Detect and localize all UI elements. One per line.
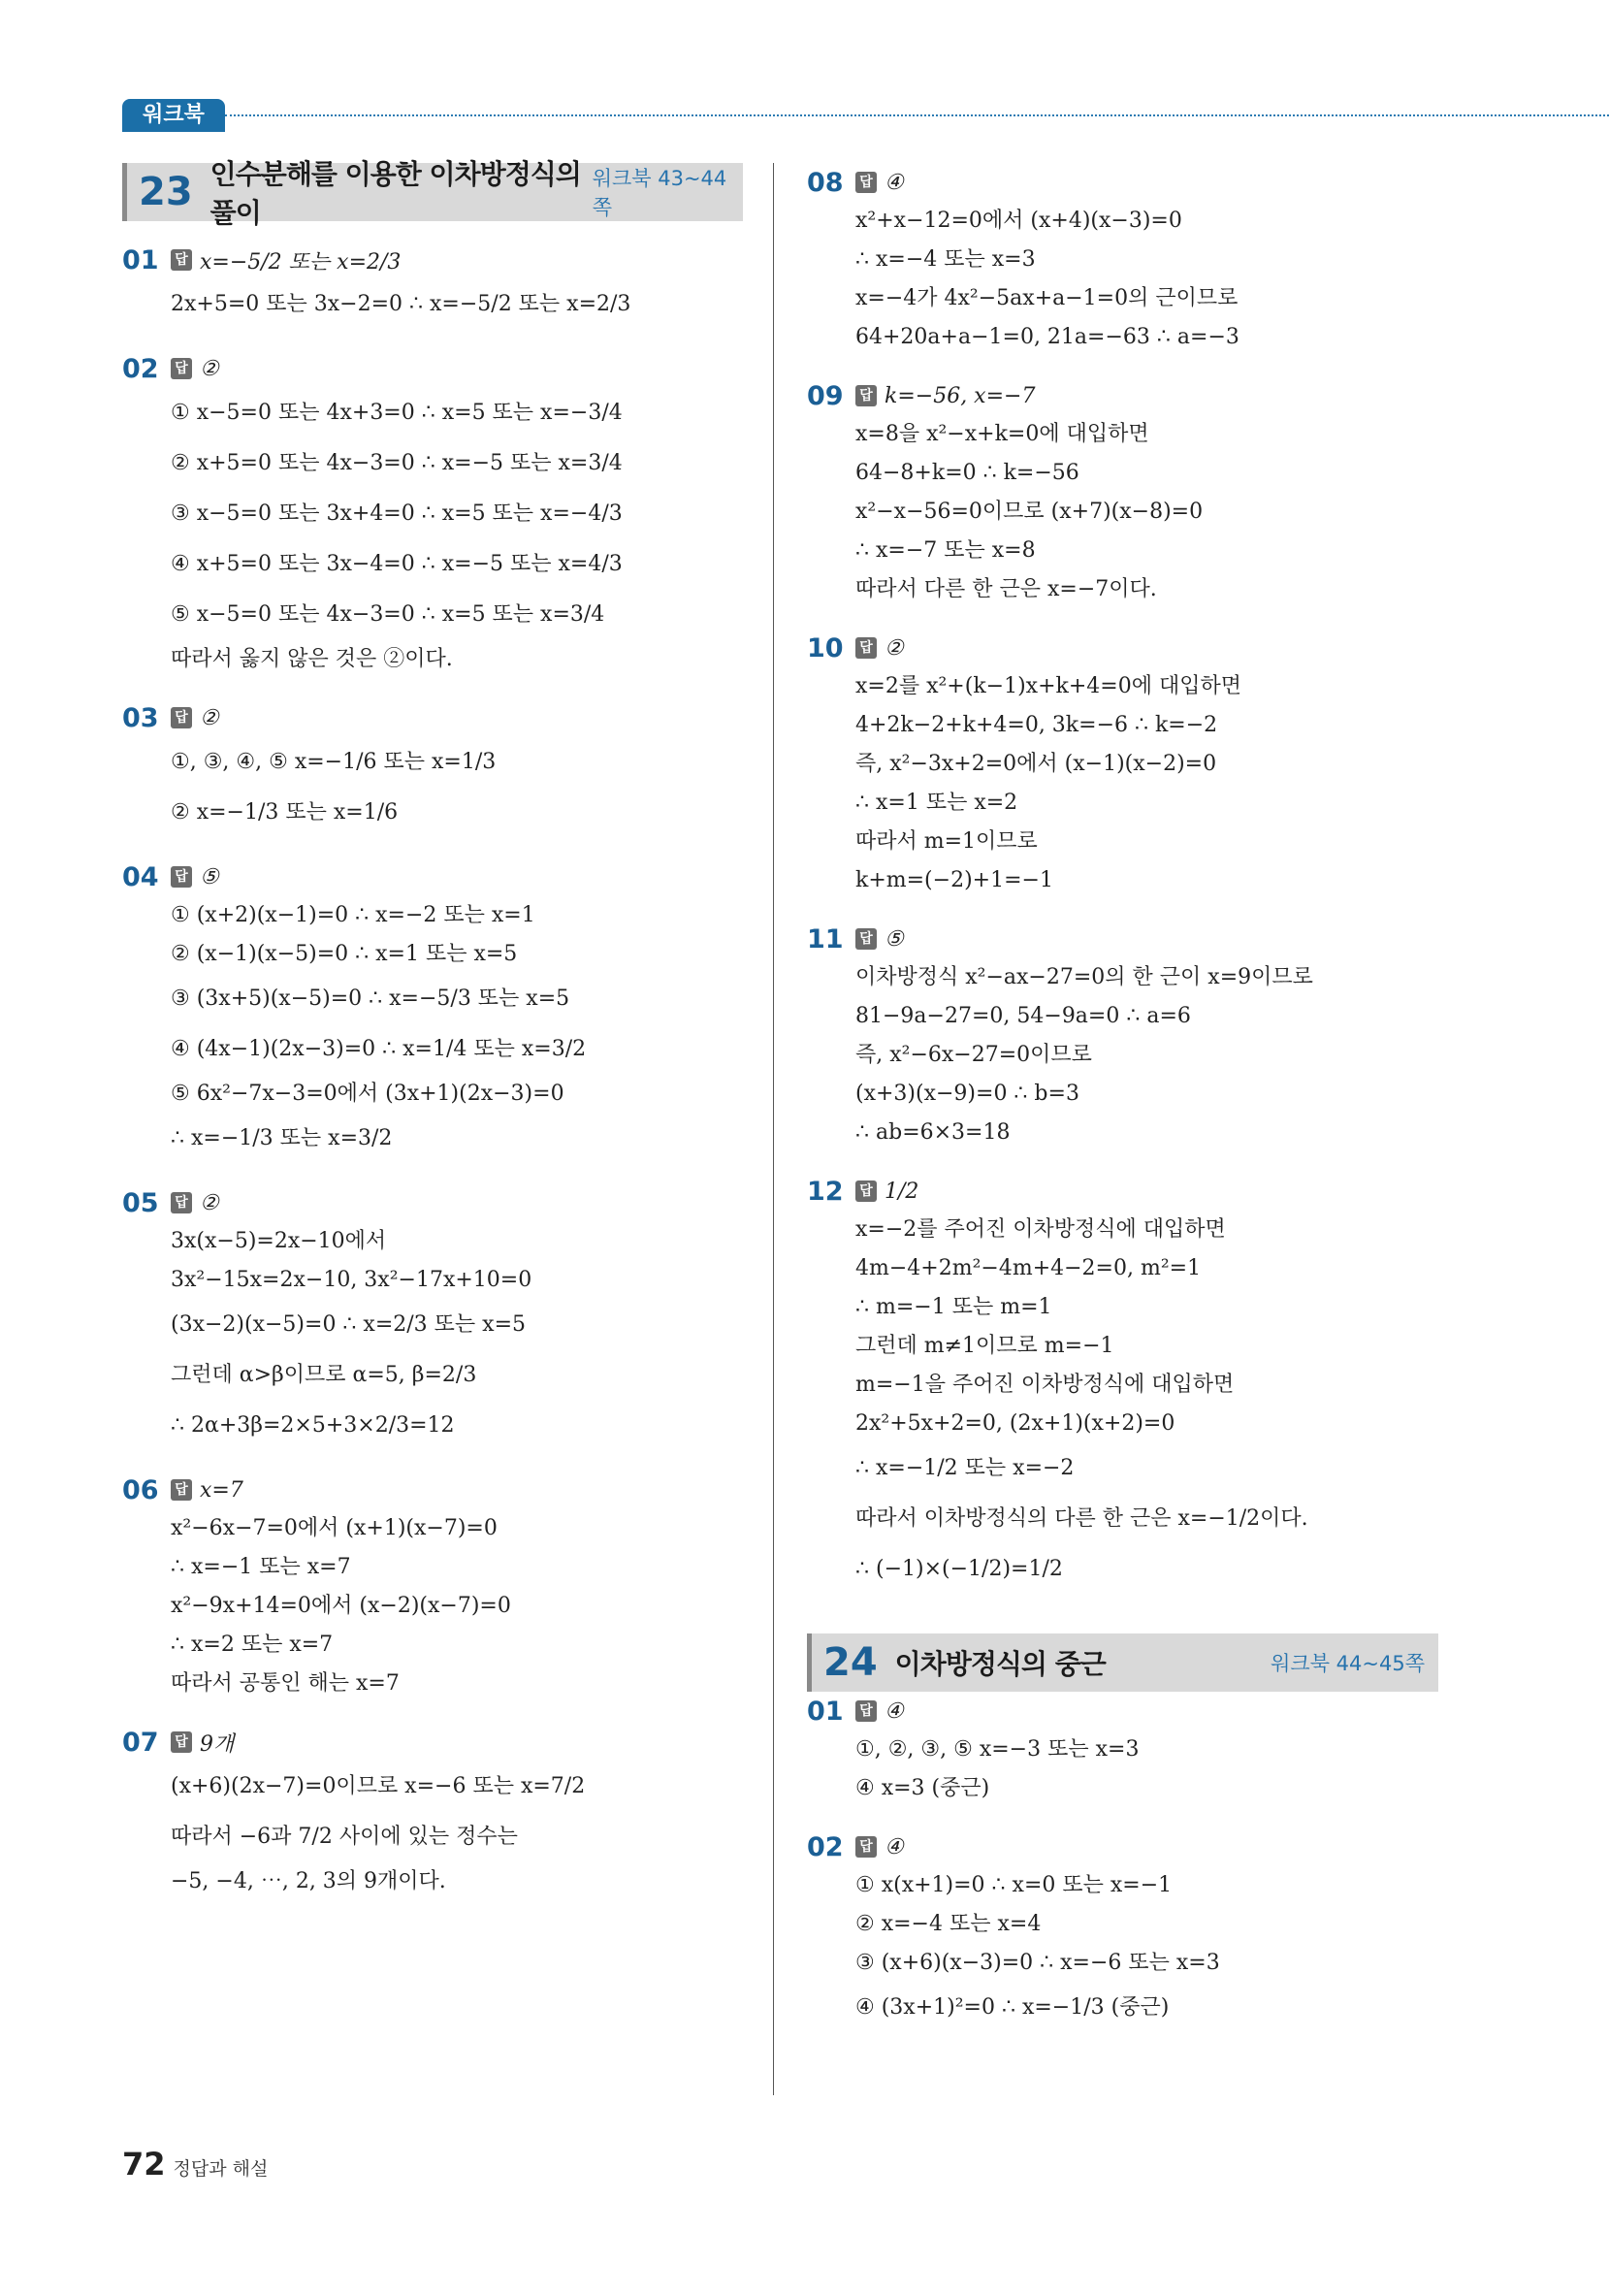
problem-answer: 9개 <box>200 1731 235 1757</box>
solution-line: ② (x−1)(x−5)=0 ∴ x=1 또는 x=5 <box>171 942 518 966</box>
solution-line: ④ x+5=0 또는 3x−4=0 ∴ x=−5 또는 x=4/3 <box>171 552 623 576</box>
section-title: 인수분해를 이용한 이차방정식의 풀이 <box>209 158 581 229</box>
answer-badge-icon: 답 <box>171 707 192 728</box>
solution-line: ∴ x=−4 또는 x=3 <box>855 247 1036 272</box>
solution-line: −5, −4, ⋯, 2, 3의 9개이다. <box>171 1869 446 1893</box>
problem-number: 09 <box>807 380 844 411</box>
solution-line: 81−9a−27=0, 54−9a=0 ∴ a=6 <box>855 1004 1191 1028</box>
problem-number: 04 <box>122 861 159 892</box>
solution-line: ② x=−1/3 또는 x=1/6 <box>171 800 399 825</box>
solution-line: 따라서 m=1이므로 <box>855 829 1038 854</box>
workbook-tab: 워크북 <box>122 99 225 132</box>
solution-line: 4+2k−2+k+4=0, 3k=−6 ∴ k=−2 <box>855 713 1218 737</box>
problem-answer: ② <box>200 1190 219 1215</box>
answer-badge-icon: 답 <box>171 358 192 379</box>
answer-badge-icon: 답 <box>855 1836 877 1858</box>
section-24-header <box>807 1633 1438 1692</box>
solution-line: x=−2를 주어진 이차방정식에 대입하면 <box>855 1217 1226 1242</box>
problem <box>122 698 743 838</box>
solution-line: 따라서 다른 한 근은 x=−7이다. <box>855 577 1157 601</box>
problem-header <box>807 376 1428 415</box>
solution-line: ∴ x=−1/3 또는 x=3/2 <box>171 1126 393 1150</box>
answer-badge-icon: 답 <box>855 385 877 406</box>
problem <box>122 857 743 1164</box>
problem-header <box>122 1183 743 1222</box>
solution-line: x²−x−56=0이므로 (x+7)(x−8)=0 <box>855 500 1204 524</box>
solution-line: x=−4가 4x²−5ax+a−1=0의 근이므로 <box>855 286 1239 310</box>
solution-line: 따라서 공통인 해는 x=7 <box>171 1671 400 1696</box>
problem-header <box>807 1827 1428 1866</box>
solution-line: 3x²−15x=2x−10, 3x²−17x+10=0 <box>171 1268 532 1292</box>
problem-number: 05 <box>122 1187 159 1218</box>
problem-answer: ② <box>200 356 219 381</box>
problem <box>807 376 1428 609</box>
solution-line: 따라서 이차방정식의 다른 한 근은 x=−1/2이다. <box>855 1506 1308 1531</box>
problem-number: 07 <box>122 1727 159 1758</box>
right-problem-list-a <box>807 163 1428 1595</box>
solution-line: ④ (4x−1)(2x−3)=0 ∴ x=1/4 또는 x=3/2 <box>171 1037 587 1061</box>
problem-answer: x=−5/2 또는 x=2/3 <box>200 249 402 275</box>
problem <box>122 241 743 330</box>
solution-line: 3x(x−5)=2x−10에서 <box>171 1229 387 1253</box>
solution-line: (x+6)(2x−7)=0이므로 x=−6 또는 x=7/2 <box>171 1774 586 1798</box>
problem-answer: ④ <box>885 1698 904 1724</box>
solution-line: 즉, x²−3x+2=0에서 (x−1)(x−2)=0 <box>855 752 1217 776</box>
solution-line: 2x²+5x+2=0, (2x+1)(x+2)=0 <box>855 1411 1175 1436</box>
problem-answer: ② <box>885 635 904 661</box>
section-23-header <box>122 158 743 229</box>
solution-line: 4m−4+2m²−4m+4−2=0, m²=1 <box>855 1256 1202 1280</box>
problem <box>122 1723 743 1901</box>
right-column <box>807 163 1428 2033</box>
problem <box>807 163 1428 357</box>
problem-header <box>122 1723 743 1762</box>
solution-line: ⑤ 6x²−7x−3=0에서 (3x+1)(2x−3)=0 <box>171 1082 564 1106</box>
answer-badge-icon: 답 <box>855 637 877 659</box>
solution-line: (3x−2)(x−5)=0 ∴ x=2/3 또는 x=5 <box>171 1312 526 1337</box>
problem-header <box>122 698 743 737</box>
problem-answer: ④ <box>885 170 904 195</box>
problem <box>807 1827 1428 2033</box>
page-footer-label: 정답과 해설 <box>173 2158 269 2180</box>
solution-line: k+m=(−2)+1=−1 <box>855 868 1053 892</box>
left-problem-list <box>122 241 743 1901</box>
solution-line: ∴ 2α+3β=2×5+3×2/3=12 <box>171 1413 455 1438</box>
solution-line: 64+20a+a−1=0, 21a=−63 ∴ a=−3 <box>855 325 1239 349</box>
answer-badge-icon: 답 <box>855 172 877 193</box>
problem-answer: ⑤ <box>885 926 904 952</box>
problem-number: 01 <box>122 244 159 275</box>
column-divider <box>773 163 774 2095</box>
solution-line: x²−9x+14=0에서 (x−2)(x−7)=0 <box>171 1594 511 1618</box>
solution-line: ∴ x=−1 또는 x=7 <box>171 1555 351 1579</box>
answer-badge-icon: 답 <box>171 1731 192 1753</box>
solution-line: ② x+5=0 또는 4x−3=0 ∴ x=−5 또는 x=3/4 <box>171 451 623 475</box>
answer-badge-icon: 답 <box>171 249 192 271</box>
solution-line: ① (x+2)(x−1)=0 ∴ x=−2 또는 x=1 <box>171 903 535 927</box>
page-number: 72 <box>122 2146 166 2183</box>
solution-line: ∴ x=2 또는 x=7 <box>171 1633 334 1657</box>
solution-line: 그런데 m≠1이므로 m=−1 <box>855 1334 1114 1358</box>
problem-header <box>807 1692 1428 1730</box>
problem-header <box>122 241 743 279</box>
solution-line: ∴ x=1 또는 x=2 <box>855 791 1018 815</box>
solution-line: x²+x−12=0에서 (x+4)(x−3)=0 <box>855 209 1182 233</box>
section-title: 이차방정식의 중근 <box>894 1648 1106 1680</box>
header-dotted-rule <box>225 114 1609 116</box>
solution-line: ④ x=3 (중근) <box>855 1776 990 1800</box>
problem-number: 11 <box>807 923 844 954</box>
problem <box>807 1692 1428 1808</box>
section-number: 24 <box>823 1640 878 1685</box>
solution-line: x=2를 x²+(k−1)x+k+4=0에 대입하면 <box>855 674 1241 698</box>
page-footer <box>122 2146 268 2183</box>
problem-header <box>807 163 1428 202</box>
solution-line: ∴ x=−1/2 또는 x=−2 <box>855 1456 1075 1480</box>
problem-header <box>807 920 1428 958</box>
solution-line: 그런데 α>β이므로 α=5, β=2/3 <box>171 1363 477 1387</box>
answer-badge-icon: 답 <box>855 1700 877 1722</box>
problem-number: 10 <box>807 632 844 663</box>
problem-header <box>122 349 743 388</box>
problem-number: 02 <box>807 1831 844 1862</box>
solution-line: ② x=−4 또는 x=4 <box>855 1912 1042 1936</box>
answer-badge-icon: 답 <box>171 1479 192 1501</box>
problem-number: 08 <box>807 167 844 198</box>
solution-line: m=−1을 주어진 이차방정식에 대입하면 <box>855 1373 1235 1397</box>
solution-line: x=8을 x²−x+k=0에 대입하면 <box>855 422 1149 446</box>
right-problem-list-b <box>807 1692 1428 2033</box>
problem-number: 12 <box>807 1176 844 1207</box>
problem-answer: 1/2 <box>885 1179 919 1204</box>
solution-line: ① x(x+1)=0 ∴ x=0 또는 x=−1 <box>855 1873 1173 1897</box>
problem-answer: k=−56, x=−7 <box>885 383 1036 408</box>
solution-line: x²−6x−7=0에서 (x+1)(x−7)=0 <box>171 1516 498 1540</box>
solution-line: ∴ ab=6×3=18 <box>855 1120 1011 1145</box>
solution-line: ∴ (−1)×(−1/2)=1/2 <box>855 1557 1063 1581</box>
solution-line: ③ x−5=0 또는 3x+4=0 ∴ x=5 또는 x=−4/3 <box>171 501 623 526</box>
problem-header <box>807 629 1428 667</box>
solution-line: ①, ③, ④, ⑤ x=−1/6 또는 x=1/3 <box>171 750 497 774</box>
problem <box>807 1172 1428 1595</box>
problem-header <box>807 1172 1428 1211</box>
problem <box>122 1471 743 1703</box>
problem-answer: x=7 <box>200 1477 243 1503</box>
solution-line: 2x+5=0 또는 3x−2=0 ∴ x=−5/2 또는 x=2/3 <box>171 292 631 316</box>
section-workbook-ref: 워크북 43~44쪽 <box>592 167 727 219</box>
solution-line: 따라서 −6과 7/2 사이에 있는 정수는 <box>171 1825 518 1849</box>
problem-header <box>122 1471 743 1509</box>
section-number: 23 <box>139 170 193 214</box>
answer-badge-icon: 답 <box>171 1192 192 1213</box>
problem-header <box>122 857 743 896</box>
problem-number: 03 <box>122 702 159 733</box>
solution-line: 따라서 옳지 않은 것은 ②이다. <box>171 647 453 671</box>
section-workbook-ref: 워크북 44~45쪽 <box>1271 1652 1425 1675</box>
solution-line: ① x−5=0 또는 4x+3=0 ∴ x=5 또는 x=−3/4 <box>171 401 623 425</box>
problem <box>122 349 743 679</box>
solution-line: ③ (x+6)(x−3)=0 ∴ x=−6 또는 x=3 <box>855 1951 1220 1975</box>
problem-answer: ⑤ <box>200 864 219 889</box>
solution-line: ∴ m=−1 또는 m=1 <box>855 1295 1052 1319</box>
solution-line: ④ (3x+1)²=0 ∴ x=−1/3 (중근) <box>855 1995 1170 2020</box>
left-column <box>122 158 743 1901</box>
solution-line: 64−8+k=0 ∴ k=−56 <box>855 461 1079 485</box>
answer-badge-icon: 답 <box>171 866 192 888</box>
problem <box>807 629 1428 900</box>
solution-line: ∴ x=−7 또는 x=8 <box>855 538 1036 563</box>
problem-number: 01 <box>807 1696 844 1727</box>
problem-number: 02 <box>122 353 159 384</box>
solution-line: 즉, x²−6x−27=0이므로 <box>855 1043 1092 1067</box>
problem-answer: ④ <box>885 1834 904 1859</box>
problem <box>122 1183 743 1451</box>
solution-line: ③ (3x+5)(x−5)=0 ∴ x=−5/3 또는 x=5 <box>171 986 570 1011</box>
solution-line: 이차방정식 x²−ax−27=0의 한 근이 x=9이므로 <box>855 965 1313 989</box>
answer-badge-icon: 답 <box>855 1180 877 1202</box>
solution-line: ①, ②, ③, ⑤ x=−3 또는 x=3 <box>855 1737 1140 1762</box>
solution-line: (x+3)(x−9)=0 ∴ b=3 <box>855 1082 1079 1106</box>
problem-number: 06 <box>122 1474 159 1505</box>
answer-badge-icon: 답 <box>855 928 877 950</box>
problem-answer: ② <box>200 705 219 730</box>
problem <box>807 920 1428 1152</box>
solution-line: ⑤ x−5=0 또는 4x−3=0 ∴ x=5 또는 x=3/4 <box>171 602 605 627</box>
